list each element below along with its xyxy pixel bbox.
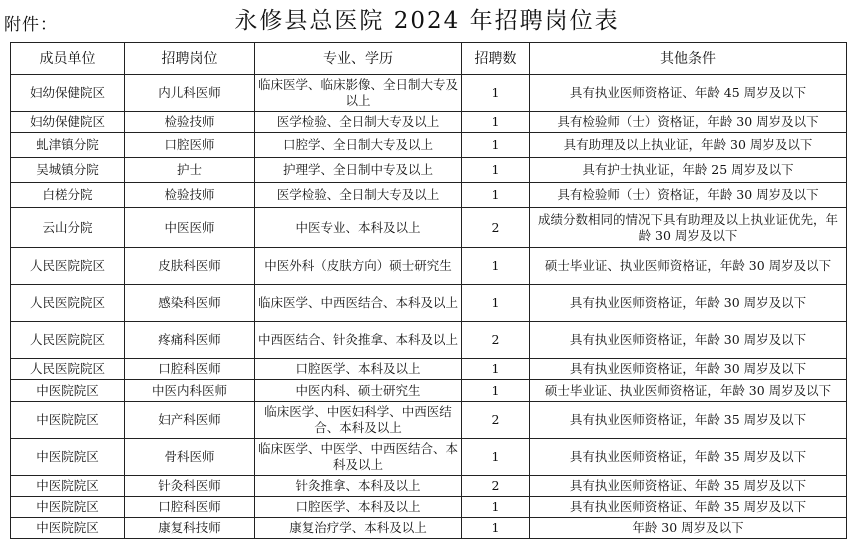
cell-conditions: 具有检验师（士）资格证，年龄 30 周岁及以下 [530,183,847,208]
cell-count: 2 [462,208,530,248]
cell-conditions: 具有检验师（士）资格证，年龄 30 周岁及以下 [530,112,847,133]
cell-count: 1 [462,158,530,183]
table-row [11,476,847,497]
table-row [11,402,847,439]
cell-position: 针灸科医师 [125,476,255,497]
table-row [11,285,847,322]
cell-conditions: 具有执业医师资格证，年龄 30 周岁及以下 [530,322,847,359]
cell-position: 康复科技师 [125,518,255,539]
cell-count: 2 [462,322,530,359]
cell-count: 1 [462,439,530,476]
cell-major: 护理学、全日制中专及以上 [255,158,462,183]
cell-count: 1 [462,183,530,208]
cell-conditions: 具有执业医师资格证、年龄 35 周岁及以下 [530,476,847,497]
cell-major: 口腔医学、本科及以上 [255,497,462,518]
cell-major: 中西医结合、针灸推拿、本科及以上 [255,322,462,359]
cell-position: 口腔科医师 [125,497,255,518]
cell-major: 中医外科（皮肤方向）硕士研究生 [255,248,462,285]
cell-unit: 白槎分院 [11,183,125,208]
cell-major: 医学检验、全日制大专及以上 [255,183,462,208]
column-header-major: 专业、学历 [255,43,462,75]
cell-count: 1 [462,518,530,539]
cell-major: 中医内科、硕士研究生 [255,380,462,402]
cell-major: 口腔学、全日制大专及以上 [255,133,462,158]
cell-count: 1 [462,248,530,285]
cell-unit: 人民医院院区 [11,359,125,380]
cell-unit: 云山分院 [11,208,125,248]
cell-major: 针灸推拿、本科及以上 [255,476,462,497]
cell-unit: 中医院院区 [11,439,125,476]
cell-count: 1 [462,112,530,133]
cell-conditions: 具有执业医师资格证，年龄 30 周岁及以下 [530,359,847,380]
cell-unit: 人民医院院区 [11,248,125,285]
cell-conditions: 硕士毕业证、执业医师资格证，年龄 30 周岁及以下 [530,248,847,285]
cell-count: 1 [462,359,530,380]
cell-major: 临床医学、中西医结合、本科及以上 [255,285,462,322]
cell-unit: 中医院院区 [11,402,125,439]
table-row [11,208,847,248]
cell-unit: 妇幼保健院区 [11,75,125,112]
cell-unit: 人民医院院区 [11,285,125,322]
cell-conditions: 具有助理及以上执业证，年龄 30 周岁及以下 [530,133,847,158]
cell-conditions: 硕士毕业证、执业医师资格证，年龄 30 周岁及以下 [530,380,847,402]
cell-count: 2 [462,476,530,497]
cell-position: 检验技师 [125,112,255,133]
cell-position: 骨科医师 [125,439,255,476]
cell-conditions: 具有执业医师资格证、年龄 35 周岁及以下 [530,497,847,518]
cell-position: 中医医师 [125,208,255,248]
cell-position: 护士 [125,158,255,183]
table-row [11,497,847,518]
cell-unit: 中医院院区 [11,380,125,402]
cell-position: 中医内科医师 [125,380,255,402]
cell-major: 康复治疗学、本科及以上 [255,518,462,539]
table-row [11,248,847,285]
table-row [11,439,847,476]
cell-position: 内儿科医师 [125,75,255,112]
cell-major: 中医专业、本科及以上 [255,208,462,248]
cell-conditions: 具有执业医师资格证、年龄 45 周岁及以下 [530,75,847,112]
cell-count: 1 [462,497,530,518]
cell-position: 疼痛科医师 [125,322,255,359]
cell-conditions: 具有执业医师资格证，年龄 30 周岁及以下 [530,285,847,322]
cell-conditions: 成绩分数相同的情况下具有助理及以上执业证优先，年龄 30 周岁及以下 [530,208,847,248]
table-row [11,158,847,183]
attachment-label: 附件： [4,15,58,35]
table-row [11,75,847,112]
cell-major: 临床医学、临床影像、全日制大专及以上 [255,75,462,112]
column-header-count: 招聘数 [462,43,530,75]
cell-conditions: 具有执业医师资格证，年龄 35 周岁及以下 [530,439,847,476]
table-row [11,380,847,402]
cell-unit: 虬津镇分院 [11,133,125,158]
cell-position: 口腔医师 [125,133,255,158]
cell-unit: 人民医院院区 [11,322,125,359]
cell-count: 1 [462,285,530,322]
cell-count: 1 [462,133,530,158]
cell-unit: 中医院院区 [11,497,125,518]
cell-count: 1 [462,380,530,402]
table-row [11,183,847,208]
cell-major: 临床医学、中医妇科学、中西医结合、本科及以上 [255,402,462,439]
recruitment-table [10,42,847,539]
table-row [11,112,847,133]
column-header-position: 招聘岗位 [125,43,255,75]
cell-unit: 中医院院区 [11,476,125,497]
cell-major: 临床医学、中医学、中西医结合、本科及以上 [255,439,462,476]
cell-position: 感染科医师 [125,285,255,322]
cell-count: 2 [462,402,530,439]
table-row [11,518,847,539]
table-row [11,359,847,380]
cell-conditions: 年龄 30 周岁及以下 [530,518,847,539]
cell-major: 口腔医学、本科及以上 [255,359,462,380]
cell-unit: 妇幼保健院区 [11,112,125,133]
table-row [11,322,847,359]
column-header-unit: 成员单位 [11,43,125,75]
cell-conditions: 具有护士执业证，年龄 25 周岁及以下 [530,158,847,183]
table-row [11,133,847,158]
cell-unit: 中医院院区 [11,518,125,539]
cell-major: 医学检验、全日制大专及以上 [255,112,462,133]
cell-position: 妇产科医师 [125,402,255,439]
table-header-row [11,43,847,75]
cell-position: 检验技师 [125,183,255,208]
cell-conditions: 具有执业医师资格证，年龄 35 周岁及以下 [530,402,847,439]
cell-position: 口腔科医师 [125,359,255,380]
column-header-conditions: 其他条件 [530,43,847,75]
cell-unit: 吴城镇分院 [11,158,125,183]
cell-count: 1 [462,75,530,112]
page-title: 永修县总医院 2024 年招聘岗位表 [234,8,620,34]
cell-position: 皮肤科医师 [125,248,255,285]
